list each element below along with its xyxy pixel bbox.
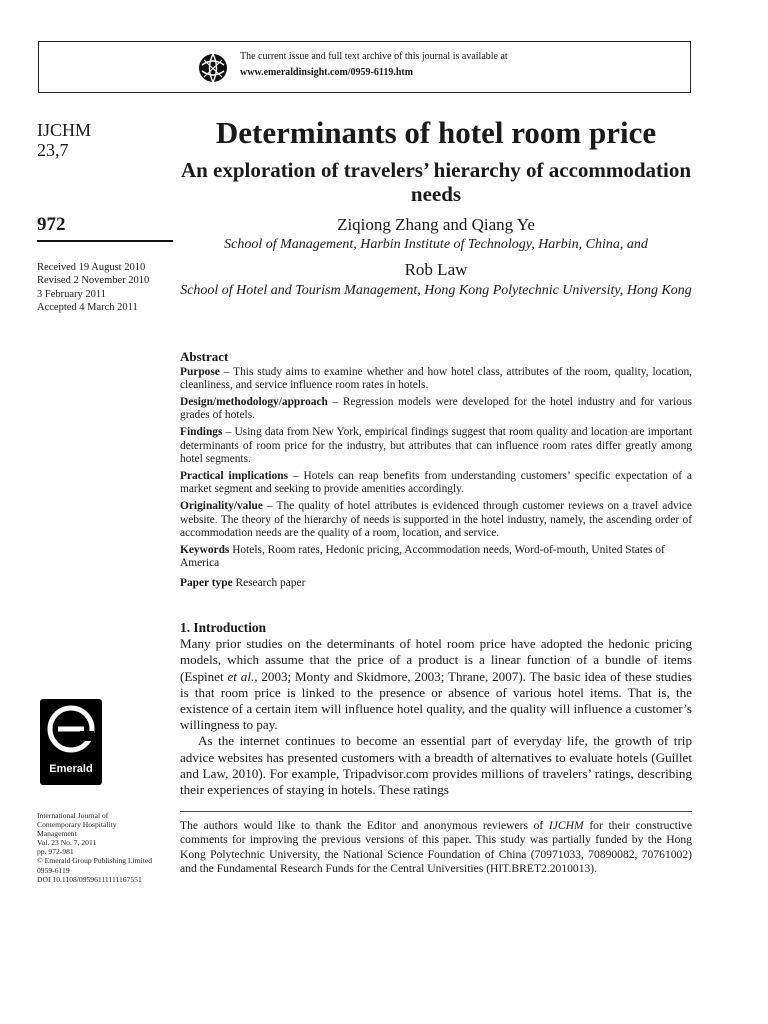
findings-text: – Using data from New York, empirical findings suggest that room quality and location are important determinants of room price for the industry, but attributes that can influence room rates differ greatly among hotel segments. — [180, 425, 692, 466]
page-number: 972 — [37, 214, 66, 235]
acknowledgement-footnote — [180, 819, 692, 876]
section-heading: 1. Introduction — [180, 620, 267, 635]
archive-notice: The current issue and full text archive of this journal is available at — [240, 51, 508, 62]
purpose-text: – This study aims to examine whether and how hotel class, attributes of the room, quality, location, cleanliness, and service influence room rates in hotels. — [180, 365, 692, 392]
divider — [37, 240, 173, 242]
abstract-findings — [180, 426, 692, 467]
meta-line: pp. 972-981 — [37, 847, 74, 857]
meta-line: Management — [37, 829, 77, 839]
practical-label: Practical implications — [180, 469, 289, 482]
para1-a: Many prior studies on the determinants of hotel room price have adopted the hedonic pricing models, which assume that the price of a product is a linear function of a bundle of items (Espinet — [180, 636, 692, 684]
body-paragraph: As the internet continues to become an essential part of everyday life, the growth of trip advice websites has presented customers with a breadth of alternatives to evaluate hotels (Guillet and Law, 2010). For example, Tripadvisor.com provides millions of travelers’ ratings, describing their experiences of staying in hotels. These ratings — [180, 733, 692, 798]
footnote-text-a: The authors would like to thank the Editor and anonymous reviewers of — [180, 819, 549, 832]
abstract — [180, 350, 692, 594]
submission-dates — [37, 261, 149, 314]
design-label: Design/methodology/approach — [180, 395, 328, 408]
purpose-label: Purpose — [180, 365, 220, 378]
volume-issue: 23,7 — [37, 140, 69, 160]
authors-primary: Ziqiong Zhang and Qiang Ye — [337, 215, 535, 234]
meta-line: © Emerald Group Publishing Limited — [37, 856, 153, 866]
abstract-originality — [180, 500, 692, 541]
keywords-label: Keywords — [180, 543, 230, 556]
journal-abbreviation — [37, 120, 91, 160]
affiliation-primary: School of Management, Harbin Institute of Technology, Harbin, China, and — [224, 237, 648, 252]
received-date: Received 19 August 2010 — [37, 262, 146, 273]
revised-date: Revised 2 November 2010 — [37, 275, 150, 287]
article-title: Determinants of hotel room price — [215, 115, 657, 150]
abstract-design — [180, 396, 692, 423]
accepted-date: Accepted 4 March 2011 — [37, 301, 138, 313]
meta-line: 0959-6119 — [37, 865, 70, 875]
keywords-text: Hotels, Room rates, Hedonic pricing, Accommodation needs, Word-of-mouth, United States of America — [180, 543, 665, 570]
emerald-logo-text: Emerald — [49, 763, 93, 775]
affiliation-secondary: School of Hotel and Tourism Management, Hong Kong Polytechnic University, Hong Kong — [180, 283, 692, 298]
abstract-purpose — [180, 366, 692, 393]
article-subtitle: An exploration of travelers’ hierarchy of accommodation needs — [180, 158, 692, 206]
findings-label: Findings — [180, 425, 223, 438]
emerald-e-icon — [40, 699, 102, 761]
article-body — [180, 620, 692, 798]
footnote-divider — [180, 811, 692, 812]
originality-text: – The quality of hotel attributes is evidenced through customer reviews on a travel advice website. The theory of the hierarchy of needs is supported in the hotel industry, namely, the ascending order of accommodation needs are the quality of a room, location, and service. — [180, 499, 692, 540]
footnote-journal: IJCHM — [548, 819, 584, 832]
abstract-heading: Abstract — [180, 349, 229, 364]
meta-line: Contemporary Hospitality — [37, 820, 117, 830]
paper-type-text: Research paper — [232, 576, 306, 589]
footnote-text-b: for their constructive comments for improving the previous versions of this paper. This study was partially funded by the Hong Kong Polytechnic University, the National Science Foundation of China (70971033, 70890082, 70761002) and the Fundamental Research Funds for the Central Universities (HIT.BRET2.2010013). — [180, 819, 692, 875]
abstract-keywords — [180, 544, 692, 571]
meta-line: International Journal of — [37, 811, 109, 820]
design-text: – Regression models were developed for the hotel industry and for various grades of hotels. — [180, 395, 692, 422]
abstract-paper-type — [180, 577, 692, 591]
revised-date-2: 3 February 2011 — [37, 288, 107, 300]
meta-line: Vol. 23 No. 7, 2011 — [37, 838, 97, 848]
authors-secondary: Rob Law — [404, 260, 468, 279]
body-paragraph — [180, 636, 692, 733]
globe-icon — [198, 53, 228, 83]
originality-label: Originality/value — [180, 499, 263, 512]
paper-type-label: Paper type — [180, 576, 233, 589]
journal-citation — [37, 811, 177, 884]
meta-line: DOI 10.1108/09596111111167551 — [37, 874, 142, 884]
para1-b: , 2003; Monty and Skidmore, 2003; Thrane, 2007). The basic idea of these studies is that room price is linked to the presence or absence of various hotel items. That is, the existence of a certain item will influence hotel quality, and the quality will influence a customer’s willingness to pay. — [180, 668, 692, 733]
practical-text: – Hotels can reap benefits from understanding customers’ specific expectation of a market segment and seeking to provide amenities accordingly. — [180, 469, 692, 496]
para1-etal: et al. — [227, 668, 255, 684]
journal-abbr: IJCHM — [37, 120, 92, 140]
abstract-practical — [180, 470, 692, 497]
archive-url-link[interactable]: www.emeraldinsight.com/0959-6119.htm — [240, 67, 414, 78]
